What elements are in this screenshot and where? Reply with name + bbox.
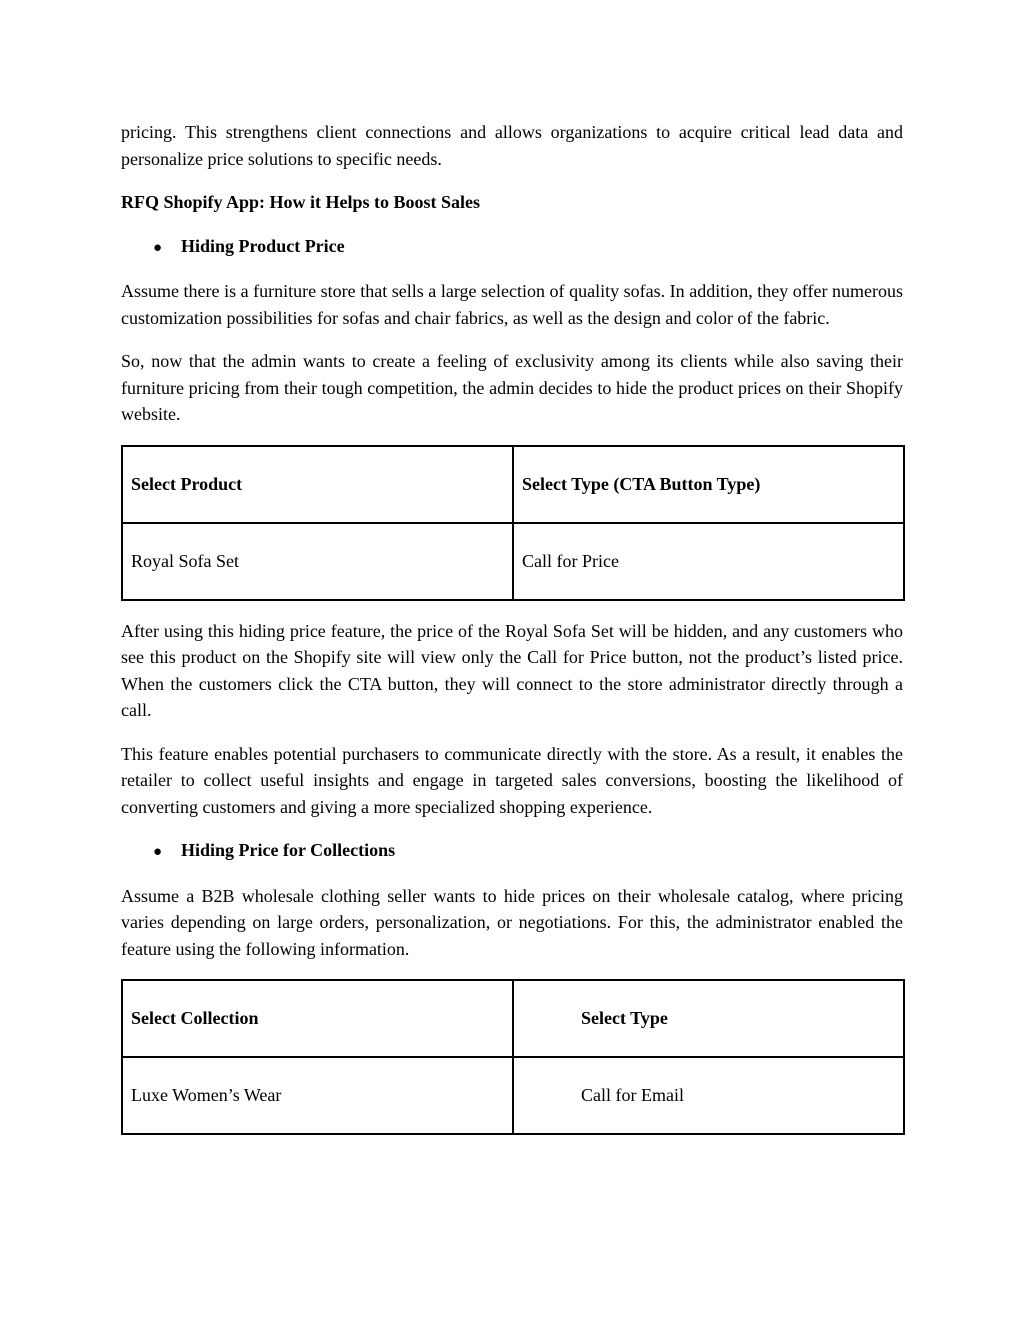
- bullet-dot-icon: ●: [153, 844, 163, 860]
- product-table: [121, 445, 905, 601]
- table-header-cell: Select Product: [122, 446, 513, 523]
- bullet-dot-icon: ●: [153, 239, 163, 256]
- table-header-row: [122, 980, 904, 1057]
- section-heading: RFQ Shopify App: How it Helps to Boost Sales: [121, 192, 481, 212]
- table-cell: Luxe Women’s Wear: [122, 1057, 513, 1134]
- intro-paragraph: pricing. This strengthens client connections and allows organizations to acquire critical lead data and personalize price solutions to specific needs.: [121, 122, 903, 169]
- collection-table: [121, 979, 905, 1135]
- document-page: [121, 119, 903, 1152]
- paragraph-after-hiding: After using this hiding price feature, the price of the Royal Sofa Set will be hidden, and any customers who see this product on the Shopify site will view only the Call for Price button, not the product’s listed price. When the customers click the CTA button, they will connect to the store administrator directly through a call.: [121, 620, 903, 720]
- paragraph-wholesale-seller: Assume a B2B wholesale clothing seller wants to hide prices on their wholesale catalog, where pricing varies depending on large orders, personalization, or negotiations. For this, the administrator enabled the feature using the following information.: [121, 885, 903, 959]
- table-cell: Call for Price: [513, 523, 904, 600]
- bullet-label: Hiding Product Price: [181, 235, 345, 256]
- table-header-cell: Select Collection: [122, 980, 513, 1057]
- bullet-hiding-product-price: [153, 233, 903, 262]
- table-row: [122, 1057, 904, 1134]
- table-header-cell: Select Type: [513, 980, 904, 1057]
- table-header-row: [122, 446, 904, 523]
- paragraph-admin-hide-prices: So, now that the admin wants to create a feeling of exclusivity among its clients while also saving their furniture pricing from their tough competition, the admin decides to hide the product prices on their Shopify website.: [121, 351, 903, 424]
- paragraph-feature-benefits: This feature enables potential purchasers to communicate directly with the store. As a result, it enables the retailer to collect useful insights and engage in targeted sales conversions, boosting the likelihood of converting customers and giving a more specialized shopping experience.: [121, 743, 903, 817]
- table-header-cell: Select Type (CTA Button Type): [513, 446, 904, 523]
- bullet-label: Hiding Price for Collections: [181, 840, 396, 860]
- bullet-hiding-price-collections: [153, 837, 903, 866]
- table-cell: Royal Sofa Set: [122, 523, 513, 600]
- table-row: [122, 523, 904, 600]
- table-cell: Call for Email: [513, 1057, 904, 1134]
- paragraph-furniture-store: Assume there is a furniture store that sells a large selection of quality sofas. In addition, they offer numerous customization possibilities for sofas and chair fabrics, as well as the design and color of the fabric.: [121, 281, 903, 328]
